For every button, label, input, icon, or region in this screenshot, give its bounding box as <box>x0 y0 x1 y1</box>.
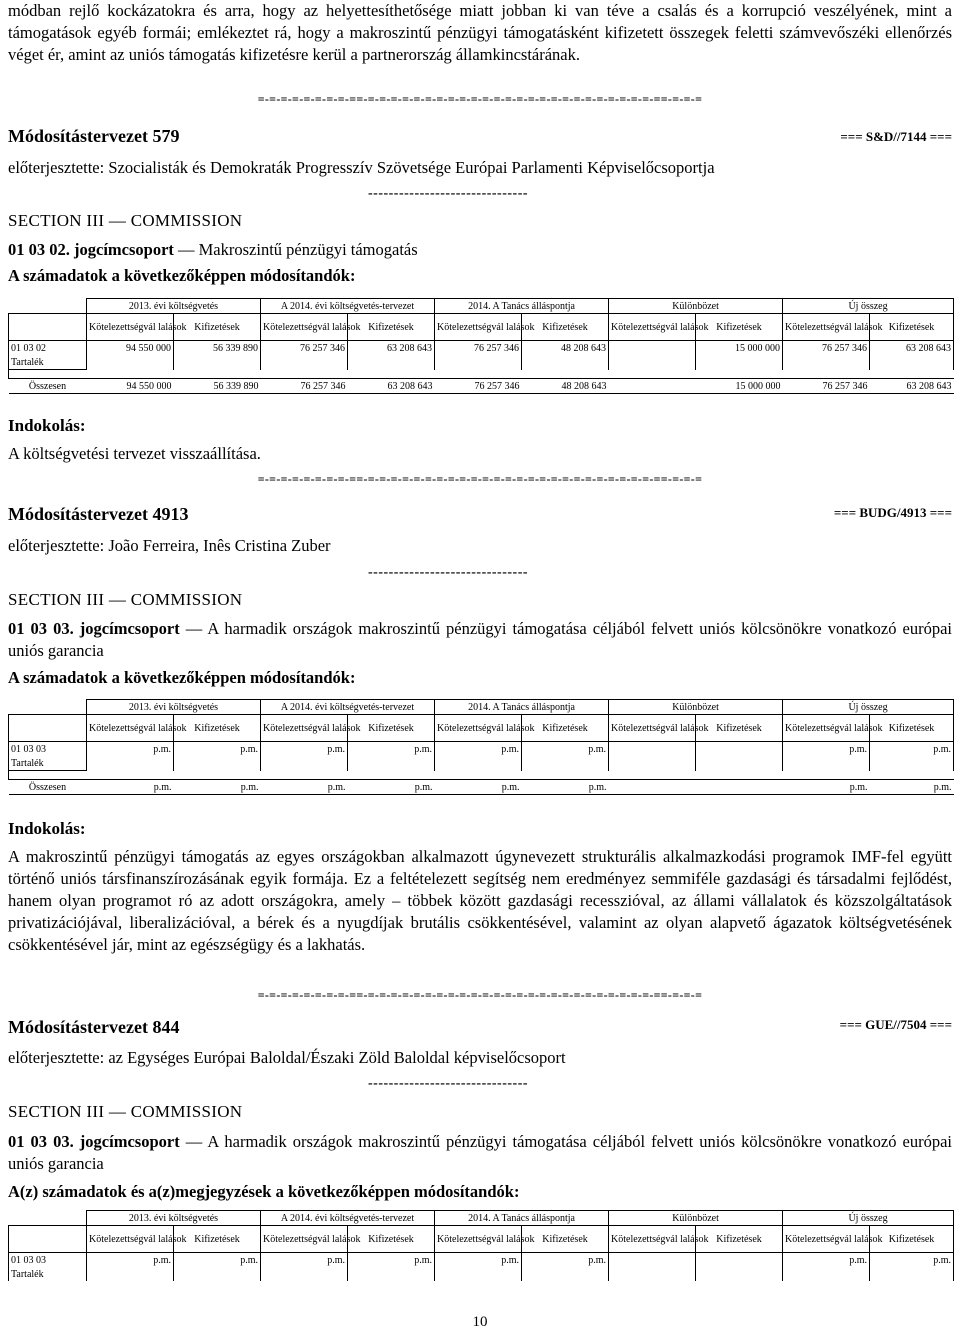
table-cell: Kötelezettségvál lalások <box>87 715 174 742</box>
amendment-title: Módosítástervezet 579 <box>8 126 180 146</box>
table-cell <box>87 370 954 379</box>
table-cell <box>696 355 783 370</box>
table-row-total <box>9 780 954 795</box>
amend-heading: A számadatok a következőképpen módosítandók: <box>8 668 356 687</box>
table-cell <box>609 341 696 356</box>
table-cell: Kifizetések <box>348 1226 435 1253</box>
table-cell <box>435 1267 522 1281</box>
budget-line-heading: 01 03 03. jogcímcsoport — A harmadik országok makroszintű pénzügyi támogatása céljából felvett uniós kölcsönökre vonatkozó európai uniós garancia <box>8 1132 953 1173</box>
header-council: 2014. A Tanács álláspontja <box>435 299 609 314</box>
table-cell: 76 257 346 <box>261 341 348 356</box>
table-cell <box>9 299 87 314</box>
table-cell: Kötelezettségvál lalások <box>435 715 522 742</box>
amendment-tag: === S&D//7144 === <box>840 129 952 144</box>
table-cell <box>609 756 696 771</box>
table-cell: p.m. <box>522 1253 609 1268</box>
budget-line-heading: 01 03 02. jogcímcsoport — Makroszintű pénzügyi támogatás <box>8 240 418 259</box>
table-cell <box>9 1211 87 1226</box>
section-heading: SECTION III — COMMISSION <box>8 1102 243 1121</box>
justification-label: Indokolás: <box>8 416 86 435</box>
table-cell <box>174 756 261 771</box>
table-cell <box>87 355 174 370</box>
table-cell: Kötelezettségvál lalások <box>609 314 696 341</box>
table-cell <box>9 715 87 742</box>
tabled-by: előterjesztette: az Egységes Európai Baloldal/Északi Zöld Baloldal képviselőcsoport <box>8 1048 566 1067</box>
table-cell: p.m. <box>87 780 174 795</box>
table-cell: Kifizetések <box>174 314 261 341</box>
table-cell: Kifizetések <box>522 314 609 341</box>
table-cell: 76 257 346 <box>783 379 870 394</box>
table-cell: Új összeg <box>783 1211 954 1226</box>
table-cell: 48 208 643 <box>522 379 609 394</box>
table-cell: p.m. <box>522 780 609 795</box>
table-cell: 56 339 890 <box>174 341 261 356</box>
separator: =-=-=-=-=-=-=-=-==-=-=-=-=-=-=-=-=-=-=-=-=-=-=-=-=-=-=-=-=-=-=-=-=-=-==-=-=-= <box>257 472 703 486</box>
table-cell: 76 257 346 <box>435 341 522 356</box>
table-cell: Kifizetések <box>696 1226 783 1253</box>
table-cell: 15 000 000 <box>696 379 783 394</box>
table-cell <box>9 771 87 780</box>
table-cell: p.m. <box>174 1253 261 1268</box>
amendment-tag: === GUE//7504 === <box>839 1017 952 1032</box>
table-cell <box>522 756 609 771</box>
table-cell <box>609 355 696 370</box>
table-row-reserve <box>9 355 954 370</box>
table-cell: A 2014. évi költségvetés-tervezet <box>261 1211 435 1226</box>
table-cell: p.m. <box>261 742 348 757</box>
header-2013: 2013. évi költségvetés <box>87 299 261 314</box>
table-cell: Kötelezettségvál lalások <box>435 1226 522 1253</box>
table-cell <box>348 355 435 370</box>
table-cell <box>174 1267 261 1281</box>
tabled-by: előterjesztette: João Ferreira, Inês Cristina Zuber <box>8 536 331 555</box>
table-cell: 76 257 346 <box>435 379 522 394</box>
table-cell <box>9 314 87 341</box>
table-cell: p.m. <box>783 780 870 795</box>
table-cell <box>87 1267 174 1281</box>
table-cell: Kifizetések <box>348 715 435 742</box>
table-cell: Kifizetések <box>870 314 954 341</box>
budget-table <box>8 699 954 795</box>
justification-text: A költségvetési tervezet visszaállítása. <box>8 444 261 463</box>
table-cell <box>261 355 348 370</box>
table-cell <box>435 355 522 370</box>
table-cell: p.m. <box>261 780 348 795</box>
table-cell <box>87 756 174 771</box>
table-cell: 94 550 000 <box>87 379 174 394</box>
table-cell: Különbözet <box>609 700 783 715</box>
section-heading: SECTION III — COMMISSION <box>8 590 243 609</box>
intro-paragraph: módban rejlő kockázatokra és arra, hogy az helyettesíthetősége miatt jobban ki van téve a csalás és a korrupció veszélyének, mint a támogatások egyéb formái; emlékeztet rá, hogy a makroszintű pénzügyi támogatásként kifizetett összegek feletti számvevőszéki ellenőrzés véget ér, amint az uniós támogatás kifizetésre kerül a partnerország államkincstárának. <box>8 1 952 64</box>
table-cell: p.m. <box>870 742 954 757</box>
table-cell: 63 208 643 <box>348 379 435 394</box>
table-cell: Kötelezettségvál lalások <box>87 1226 174 1253</box>
table-cell <box>696 742 783 757</box>
table-cell: Kifizetések <box>522 715 609 742</box>
table-cell <box>174 355 261 370</box>
table-cell: Kötelezettségvál lalások <box>783 1226 870 1253</box>
table-cell: p.m. <box>348 1253 435 1268</box>
table-cell: Tartalék <box>9 355 87 370</box>
table-cell: Kifizetések <box>870 715 954 742</box>
table-cell <box>870 355 954 370</box>
table-cell <box>609 742 696 757</box>
table-cell: p.m. <box>87 742 174 757</box>
justification-label: Indokolás: <box>8 819 86 838</box>
table-cell <box>609 1253 696 1268</box>
table-cell <box>696 1253 783 1268</box>
table-cell <box>261 756 348 771</box>
budget-table <box>8 298 954 394</box>
table-cell: 01 03 03 <box>9 1253 87 1268</box>
table-cell: 76 257 346 <box>783 341 870 356</box>
amendment-tag: === BUDG/4913 === <box>833 505 952 520</box>
table-cell: Összesen <box>9 379 87 394</box>
table-cell: Kötelezettségvál lalások <box>783 715 870 742</box>
section-heading: SECTION III — COMMISSION <box>8 211 243 230</box>
table-cell: A 2014. évi költségvetés-tervezet <box>261 700 435 715</box>
table-cell: p.m. <box>435 780 522 795</box>
separator: =-=-=-=-=-=-=-=-==-=-=-=-=-=-=-=-=-=-=-=-=-=-=-=-=-=-=-=-=-=-=-=-=-=-==-=-=-= <box>257 988 703 1002</box>
table-cell <box>348 756 435 771</box>
table-cell: Kifizetések <box>174 1226 261 1253</box>
table-cell <box>9 700 87 715</box>
table-cell: Kötelezettségvál lalások <box>261 314 348 341</box>
table-cell: 56 339 890 <box>174 379 261 394</box>
dash-divider: ------------------------------- <box>368 1076 529 1091</box>
table-row <box>9 1253 954 1268</box>
table-cell: p.m. <box>174 742 261 757</box>
table-cell <box>522 355 609 370</box>
table-cell <box>9 370 87 379</box>
table-cell: 63 208 643 <box>870 379 954 394</box>
table-cell: 2013. évi költségvetés <box>87 700 261 715</box>
table-cell: 63 208 643 <box>348 341 435 356</box>
table-cell: Kifizetések <box>870 1226 954 1253</box>
table-row-reserve <box>9 756 954 771</box>
table-cell <box>696 756 783 771</box>
table-cell: 2013. évi költségvetés <box>87 1211 261 1226</box>
table-cell <box>87 771 954 780</box>
table-cell: Kötelezettségvál lalások <box>261 715 348 742</box>
budget-table <box>8 1210 954 1281</box>
table-cell: p.m. <box>87 1253 174 1268</box>
table-cell: Kötelezettségvál lalások <box>261 1226 348 1253</box>
table-cell: Tartalék <box>9 756 87 771</box>
table-cell: Kötelezettségvál lalások <box>435 314 522 341</box>
justification-text: A makroszintű pénzügyi támogatás az egyes országokban alkalmazott úgynevezett strukturális alkalmazkodási programok IMF-fel együtt történő uniós társfinanszírozásának egyik formája. Ez a feltételezett segítség nem eredményez semmiféle gazdasági és társadalmi fejlődést, hanem olyan programot ró az adott országokra, amely – többek között gazdasági recesszióval, az állami vállalatok és közszolgáltatások privatizációjával, liberalizációval, a bérek és a nyugdíjak brutális csökkentésével, valamint az olyan alapvető ágazatok költségvetésének csökkentésével jár, mint az egészségügy és a lakhatás. <box>8 847 952 954</box>
header-difference: Különbözet <box>609 299 783 314</box>
table-cell <box>261 1267 348 1281</box>
table-cell: p.m. <box>870 780 954 795</box>
table-cell: 01 03 03 <box>9 742 87 757</box>
table-cell <box>522 1267 609 1281</box>
tabled-by: előterjesztette: Szocialisták és Demokraták Progresszív Szövetsége Európai Parlamenti Képviselőcsoportja <box>8 158 715 177</box>
table-row-total <box>9 379 954 394</box>
separator: =-=-=-=-=-=-=-=-==-=-=-=-=-=-=-=-=-=-=-=-=-=-=-=-=-=-=-=-=-=-=-=-=-=-==-=-=-= <box>257 92 703 106</box>
table-cell: p.m. <box>435 1253 522 1268</box>
table-cell: 76 257 346 <box>261 379 348 394</box>
table-cell: 15 000 000 <box>696 341 783 356</box>
table-cell: Különbözet <box>609 1211 783 1226</box>
table-cell: Kötelezettségvál lalások <box>609 715 696 742</box>
table-cell: 63 208 643 <box>870 341 954 356</box>
table-cell: p.m. <box>348 742 435 757</box>
table-cell: p.m. <box>522 742 609 757</box>
table-row-reserve <box>9 1267 954 1281</box>
table-cell: Új összeg <box>783 700 954 715</box>
table-cell: Kötelezettségvál lalások <box>609 1226 696 1253</box>
page-number: 10 <box>472 1314 488 1330</box>
amend-heading: A számadatok a következőképpen módosítandók: <box>8 266 356 285</box>
table-cell: Kötelezettségvál lalások <box>87 314 174 341</box>
table-cell <box>870 756 954 771</box>
table-cell: Kifizetések <box>522 1226 609 1253</box>
table-cell: p.m. <box>783 742 870 757</box>
table-cell <box>696 1267 783 1281</box>
table-cell: p.m. <box>348 780 435 795</box>
table-cell <box>783 355 870 370</box>
budget-line-heading: 01 03 03. jogcímcsoport — A harmadik országok makroszintű pénzügyi támogatása céljából felvett uniós kölcsönökre vonatkozó európai uniós garancia <box>8 619 953 660</box>
table-cell <box>696 780 783 795</box>
amend-heading: A(z) számadatok és a(z)megjegyzések a következőképpen módosítandók: <box>8 1182 520 1201</box>
table-cell: Kifizetések <box>696 314 783 341</box>
table-cell: Kötelezettségvál lalások <box>783 314 870 341</box>
table-cell: p.m. <box>435 742 522 757</box>
table-cell: p.m. <box>261 1253 348 1268</box>
table-cell: 94 550 000 <box>87 341 174 356</box>
table-cell: p.m. <box>783 1253 870 1268</box>
table-cell: Kifizetések <box>174 715 261 742</box>
table-cell <box>783 1267 870 1281</box>
table-cell: p.m. <box>174 780 261 795</box>
table-cell <box>609 780 696 795</box>
table-cell <box>435 756 522 771</box>
table-cell: 01 03 02 <box>9 341 87 356</box>
table-cell <box>9 1226 87 1253</box>
amendment-title: Módosítástervezet 4913 <box>8 504 189 524</box>
table-cell: 2014. A Tanács álláspontja <box>435 700 609 715</box>
table-cell: p.m. <box>870 1253 954 1268</box>
table-cell <box>783 756 870 771</box>
table-cell <box>609 1267 696 1281</box>
table-cell: Kifizetések <box>696 715 783 742</box>
table-row <box>9 742 954 757</box>
table-cell: 2014. A Tanács álláspontja <box>435 1211 609 1226</box>
table-cell: 48 208 643 <box>522 341 609 356</box>
dash-divider: ------------------------------- <box>368 565 529 580</box>
header-new-amount: Új összeg <box>783 299 954 314</box>
table-cell <box>870 1267 954 1281</box>
table-cell: Tartalék <box>9 1267 87 1281</box>
amendment-title: Módosítástervezet 844 <box>8 1017 180 1037</box>
header-draft: A 2014. évi költségvetés-tervezet <box>261 299 435 314</box>
dash-divider: ------------------------------- <box>368 186 529 201</box>
table-cell <box>348 1267 435 1281</box>
table-cell: Összesen <box>9 780 87 795</box>
table-row <box>9 341 954 356</box>
table-cell <box>609 379 696 394</box>
table-cell: Kifizetések <box>348 314 435 341</box>
